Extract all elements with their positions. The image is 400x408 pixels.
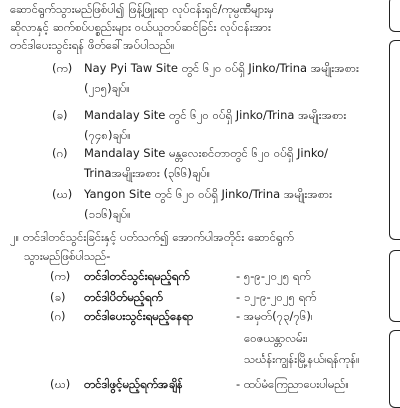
adjacent-frame bbox=[389, 40, 400, 240]
schedule-value: - အမှတ်(၇၃/၇၆)၊ bbox=[236, 309, 313, 323]
schedule-value-extra: သင်္ဃန်းကျွန်းမြို့နယ်၊ရန်ကုန်။ bbox=[244, 352, 360, 366]
intro-line-2: ဆိုလာနှင့် ဆက်စပ်ပစ္စည်းများ ဝယ်ယူတပ်ဆင်ခြင်း လုပ်ငန်းအား bbox=[10, 20, 271, 34]
schedule-value: - ၅-၉-၂၀၂၅ ရက် bbox=[236, 269, 311, 283]
schedule-value: - ထပ်မံကြေညာပေးပါမည်။ bbox=[236, 377, 349, 391]
site-line-1: Nay Pyi Taw Site တွင် ၆၂၀ ဝပ်ရှိ Jinko/Trina အမျိုးအစား bbox=[84, 61, 359, 75]
section2-line-2: သွားမည်ဖြစ်ပါသည်- bbox=[24, 249, 111, 263]
site-number: (ဂ) bbox=[52, 146, 68, 160]
intro-line-3: တင်ဒါပေးသွင်းရန် ဖိတ်ခေါ်အပ်ပါသည်။ bbox=[10, 38, 175, 52]
schedule-label: တင်ဒါပေးသွင်းရမည့်နေရာ bbox=[84, 309, 194, 323]
adjacent-page-edge bbox=[385, 0, 400, 400]
schedule-number: (ခ) bbox=[50, 290, 66, 304]
schedule-value: - ၁၂-၉-၂၀၂၅ ရက် bbox=[236, 290, 317, 304]
site-line-1: Yangon Site တွင် ၆၂၀ ဝပ်ရှိ Jinko/Trina အမျိုးအစား bbox=[84, 187, 333, 201]
schedule-label: တင်ဒါပိတ်မည့်ရက် bbox=[84, 290, 163, 304]
schedule-number: (ဂ) bbox=[50, 309, 66, 323]
adjacent-frame bbox=[389, 330, 400, 408]
site-line-2: Trinaအမျိုးအစား (၃၆၆)ချပ်။ bbox=[84, 166, 211, 180]
site-number: (ဃ) bbox=[52, 187, 73, 201]
schedule-number: (ဃ) bbox=[50, 377, 71, 391]
site-number: (က) bbox=[52, 61, 73, 75]
site-line-1: Mandalay Site တွင် ၆၂၀ ဝပ်ရှိ Jinko/Trina အမျိုးအစား bbox=[84, 108, 347, 122]
schedule-number: (က) bbox=[50, 269, 71, 283]
schedule-value-extra: ဝေဇယန္တာလမ်း၊ bbox=[244, 331, 308, 345]
adjacent-frame bbox=[389, 250, 400, 322]
site-line-2: (၁၁၆)ချပ်။ bbox=[84, 207, 131, 221]
schedule-label: တင်ဒါတင်သွင်းရမည့်ရက် bbox=[84, 269, 190, 283]
schedule-label: တင်ဒါဖွင့်မည့်ရက်အချိန် bbox=[84, 377, 183, 391]
intro-line-1: ဆောင်ရွက်သွားမည်ဖြစ်ပါ၍ ဖြန့်ဖြူးရာ လုပ်ငန်းရှင်/ကုမ္ပဏီများမှ bbox=[10, 2, 274, 16]
section2-line-1: ၂။ တင်ဒါတင်သွင်းခြင်းနှင့် ပတ်သက်၍ အောက်ပါအတိုင်း ဆောင်ရွက် bbox=[10, 230, 294, 244]
site-line-2: (၂၁၅)ချပ်။ bbox=[84, 81, 130, 95]
site-line-1: Mandalay Site မန္တလေးစင်တာတွင် ၆၂၀ ဝပ်ရှိ Jinko/ bbox=[84, 146, 329, 160]
adjacent-frame bbox=[389, 0, 400, 32]
site-number: (ခ) bbox=[52, 108, 68, 122]
site-line-2: (၇၄၈)ချပ်။ bbox=[84, 128, 131, 142]
